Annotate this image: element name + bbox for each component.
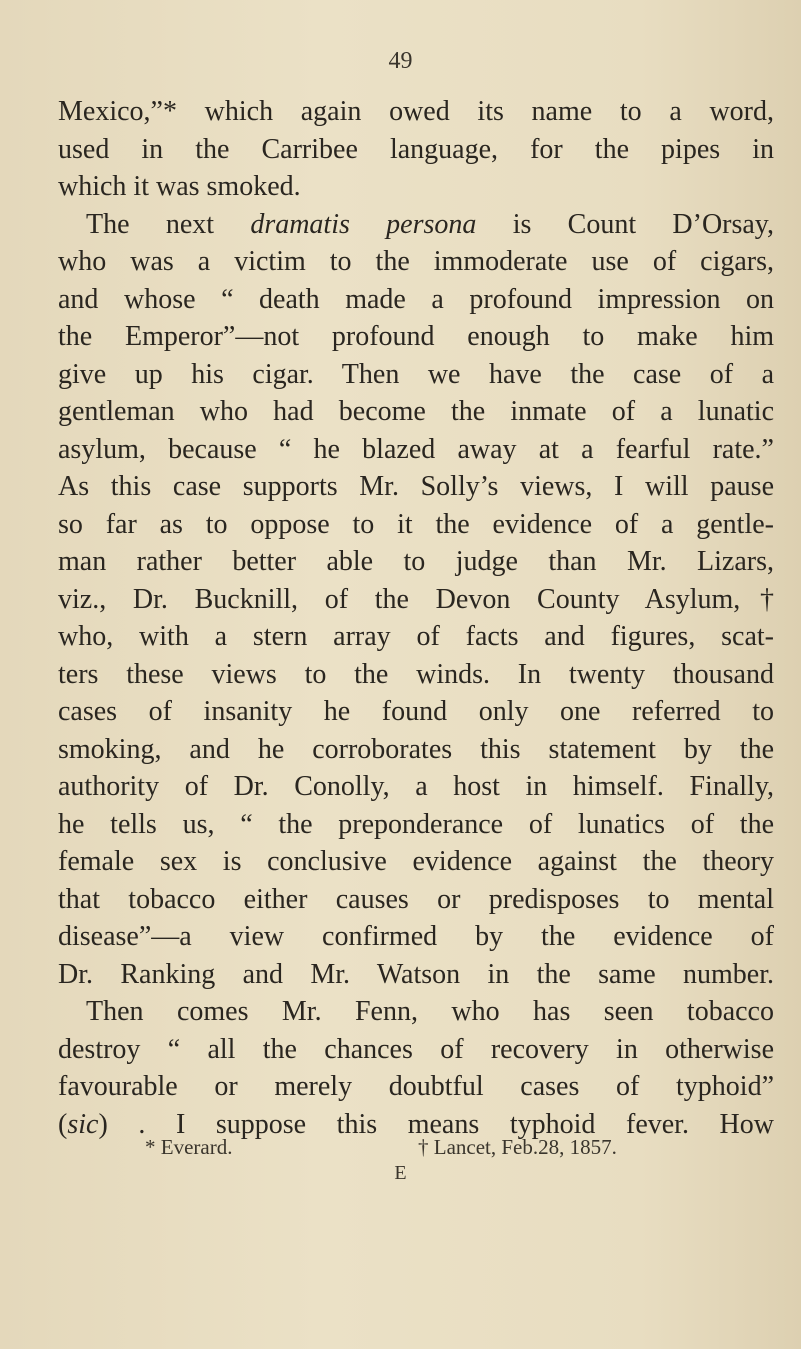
footnote-lancet: † Lancet, Feb.28, 1857. bbox=[418, 1135, 617, 1159]
text-line: give up his cigar. Then we have the case of a bbox=[58, 358, 774, 390]
text-line: Mexico,”* which again owed its name to a word, bbox=[58, 96, 774, 127]
text-line: Dr. Ranking and Mr. Watson in the same number. bbox=[58, 958, 774, 990]
text-line: As this case supports Mr. Solly’s views, I will pause bbox=[58, 471, 774, 502]
text-line: asylum, because “ he blazed away at a fearful rate.” bbox=[58, 433, 774, 465]
text-line: used in the Carribee language, for the pipes in bbox=[58, 133, 774, 165]
text-line: Then comes Mr. Fenn, who has seen tobacco bbox=[86, 996, 774, 1027]
text-line: authority of Dr. Conolly, a host in himself. Finally, bbox=[58, 771, 774, 802]
text-line: man rather better able to judge than Mr. Lizars, bbox=[58, 546, 774, 577]
text-line: and whose “ death made a profound impression on bbox=[58, 283, 774, 315]
text-line: so far as to oppose to it the evidence of a gentle- bbox=[58, 508, 774, 540]
text-line: viz., Dr. Bucknill, of the Devon County Asylum,† bbox=[58, 583, 774, 615]
text-line: cases of insanity he found only one referred to bbox=[58, 696, 774, 727]
text-line: he tells us, “ the preponderance of lunatics of the bbox=[58, 808, 774, 840]
text-line: favourable or merely doubtful cases of typhoid” bbox=[58, 1071, 774, 1102]
text-segment: ) . I suppose this means typhoid fever. How bbox=[98, 1108, 774, 1140]
text-segment: The next bbox=[86, 208, 251, 240]
text-line: the Emperor”—not profound enough to make him bbox=[58, 321, 774, 352]
text-line: which it was smoked. bbox=[58, 171, 301, 202]
text-line: who, with a stern array of facts and figures, scat- bbox=[58, 621, 774, 652]
footnote-everard: * Everard. bbox=[145, 1135, 233, 1159]
text-line bbox=[58, 206, 774, 244]
text-line: that tobacco either causes or predisposes to mental bbox=[58, 883, 774, 915]
text-line: gentleman who had become the inmate of a lunatic bbox=[58, 396, 774, 427]
page-number: 49 bbox=[388, 48, 413, 74]
text-line: who was a victim to the immoderate use of cigars, bbox=[58, 246, 774, 277]
italic-phrase: dramatis persona bbox=[250, 208, 477, 240]
text-line: disease”—a view confirmed by the evidence of bbox=[58, 921, 774, 952]
text-line: female sex is conclusive evidence against the theory bbox=[58, 846, 774, 877]
text-line: destroy “ all the chances of recovery in otherwise bbox=[58, 1033, 774, 1065]
text-segment: is Count D’Orsay, bbox=[476, 208, 774, 240]
body-text bbox=[58, 93, 774, 1143]
text-segment: ( bbox=[58, 1108, 68, 1140]
text-line: ters these views to the winds. In twenty thousand bbox=[58, 658, 774, 690]
signature-mark: E bbox=[394, 1162, 407, 1184]
italic-sic: sic bbox=[67, 1108, 99, 1140]
footnotes bbox=[0, 1133, 801, 1161]
text-line: smoking, and he corroborates this statement by the bbox=[58, 733, 774, 765]
